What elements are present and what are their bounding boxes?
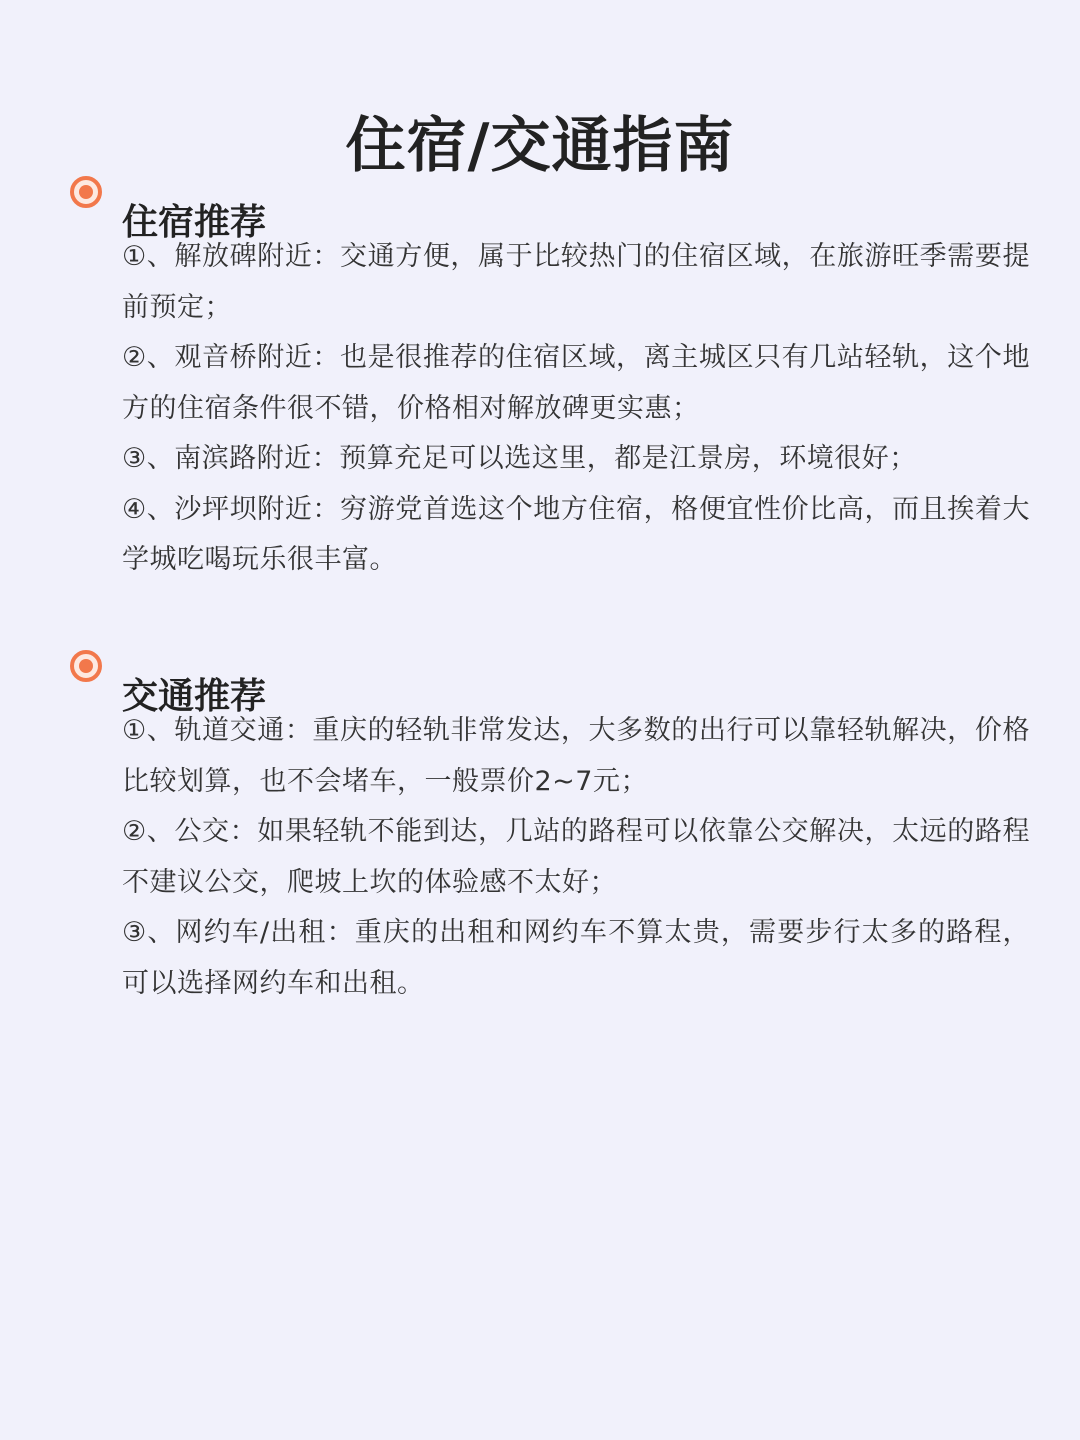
accommodation-section-title: 住宿推荐: [122, 201, 267, 243]
transport-list: [70, 706, 1030, 1009]
transport-section-title: 交通推荐: [122, 675, 267, 717]
bullet-circle-icon: [70, 650, 102, 682]
transport-section-header: [70, 642, 1030, 717]
accommodation-section: [70, 168, 1030, 586]
list-item: ③、南滨路附近：预算充足可以选这里，都是江景房，环境很好；: [122, 443, 917, 474]
bullet-circle-icon: [70, 176, 102, 208]
list-item: ①、解放碑附近：交通方便，属于比较热门的住宿区域，在旅游旺季需要提前预定；: [122, 241, 1030, 323]
list-item: ②、公交：如果轻轨不能到达，几站的路程可以依靠公交解决，太远的路程不建议公交，爬坡上坎的体验感不太好；: [122, 816, 1030, 898]
accommodation-list: [70, 232, 1030, 586]
list-item: ③、网约车/出租：重庆的出租和网约车不算太贵，需要步行太多的路程，可以选择网约车和出租。: [122, 917, 1030, 999]
page-title: 住宿/交通指南: [345, 111, 735, 182]
transport-section: [70, 642, 1030, 1009]
list-item: ④、沙坪坝附近：穷游党首选这个地方住宿，格便宜性价比高，而且挨着大学城吃喝玩乐很丰富。: [122, 493, 1030, 575]
accommodation-section-header: [70, 168, 1030, 243]
list-item: ①、轨道交通：重庆的轻轨非常发达，大多数的出行可以靠轻轨解决，价格比较划算，也不会堵车，一般票价2~7元；: [122, 715, 1030, 797]
list-item: ②、观音桥附近：也是很推荐的住宿区域，离主城区只有几站轻轨，这个地方的住宿条件很不错，价格相对解放碑更实惠；: [122, 342, 1030, 424]
